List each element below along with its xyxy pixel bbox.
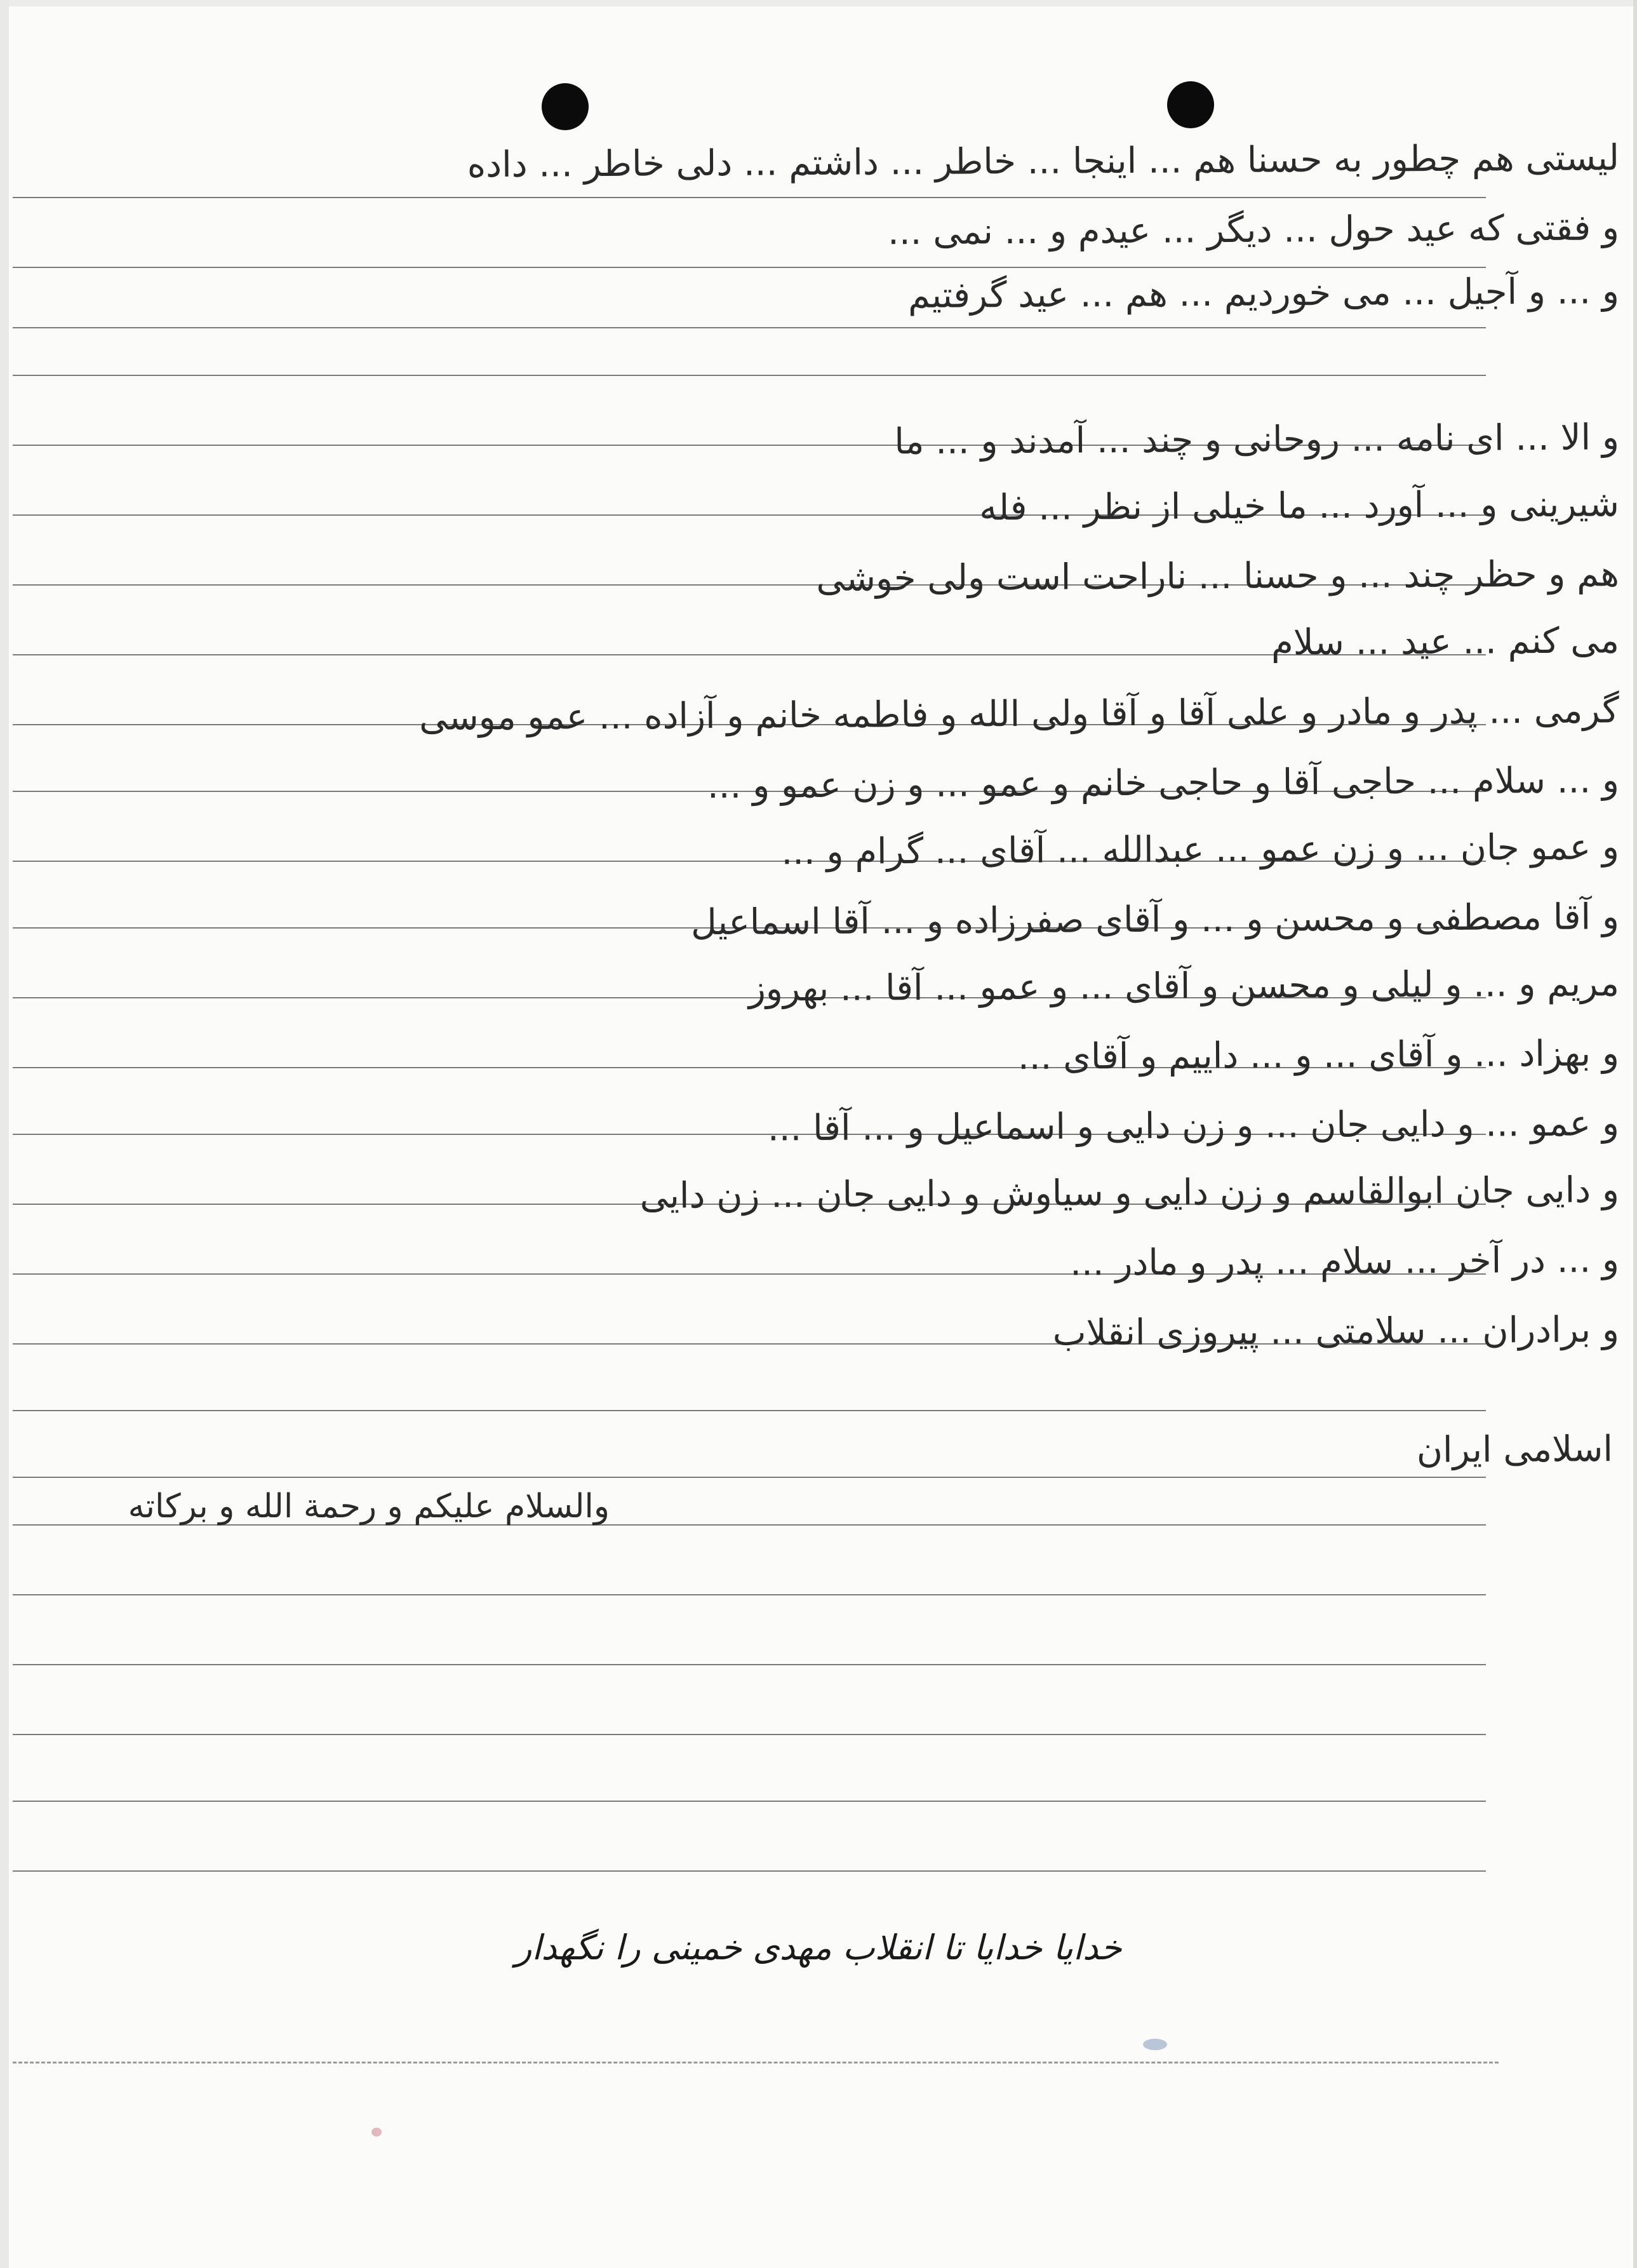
ruled-line: [13, 1410, 1486, 1411]
letter-line: شیرینی و ... آورد ... ما خیلی از نظر ... فله: [979, 483, 1620, 529]
letter-line: و ... سلام ... حاجی آقا و حاجی خانم و عمو ... و زن عمو و ...: [707, 760, 1620, 807]
letter-line-last: اسلامی ایران: [1416, 1428, 1614, 1472]
closing-salutation: والسلام علیکم و رحمة الله و برکاته: [128, 1487, 610, 1526]
letter-line: و الا ... ای نامه ... روحانی و چند ... آمدند و ... ما: [894, 417, 1620, 463]
letter-line: گرمی ... پدر و مادر و علی آقا و آقا ولی الله و فاطمه خانم و آزاده ... عمو موسی: [418, 690, 1620, 739]
letter-line: و عمو ... و دایی جان ... و زن دایی و اسماعیل و ... آقا ...: [767, 1103, 1620, 1150]
ruled-line: [13, 1734, 1486, 1735]
letter-line: هم و حظر چند ... و حسنا ... ناراحت است ولی خوشی: [816, 553, 1620, 600]
ruled-line: [13, 375, 1486, 376]
letter-line: و عمو جان ... و زن عمو ... عبدالله ... آقای ... گرام و ...: [781, 826, 1620, 873]
footer-quote: خدایا خدایا تا انقلاب مهدی خمینی را نگهدار: [515, 1928, 1122, 1968]
letter-line: می کنم ... عید ... سلام: [1271, 620, 1620, 664]
ruled-line: [13, 197, 1486, 198]
scan-speck: [1143, 2039, 1167, 2050]
letter-line: مریم و ... و لیلی و محسن و آقای ... و عمو ... آقا ... بهروز: [748, 963, 1620, 1010]
punch-hole-right: [1167, 81, 1214, 128]
letter-line: و دایی جان ابوالقاسم و زن دایی و سیاوش و دایی جان ... زن دایی: [639, 1169, 1620, 1217]
letter-line: و فقتی که عید حول ... دیگر ... عیدم و ... نمی ...: [887, 207, 1620, 253]
ruled-line: [13, 1594, 1486, 1595]
letter-line: لیستی هم چطور به حسنا هم ... اینجا ... خاطر ... داشتم ... دلی خاطر ... داده: [467, 137, 1620, 186]
ruled-line: [13, 1801, 1486, 1802]
ruled-line: [13, 327, 1486, 328]
scan-edge-top: [0, 0, 1637, 6]
ruled-line: [13, 1870, 1486, 1872]
dashed-rule: [13, 2062, 1499, 2063]
ruled-line: [13, 1664, 1486, 1665]
punch-hole-left: [542, 83, 589, 130]
letter-line: و آقا مصطفی و محسن و ... و آقای صفرزاده و ... آقا اسماعیل: [690, 896, 1620, 944]
letter-line: و بهزاد ... و آقای ... و ... داییم و آقای ...: [1017, 1033, 1620, 1078]
letter-line: و ... و آجیل ... می خوردیم ... هم ... عید گرفتیم: [907, 271, 1620, 317]
letter-line: و برادران ... سلامتی ... پیروزی انقلاب: [1052, 1309, 1620, 1354]
letter-line: و ... در آخر ... سلام ... پدر و مادر ...: [1069, 1239, 1620, 1284]
scan-speck: [371, 2128, 382, 2137]
